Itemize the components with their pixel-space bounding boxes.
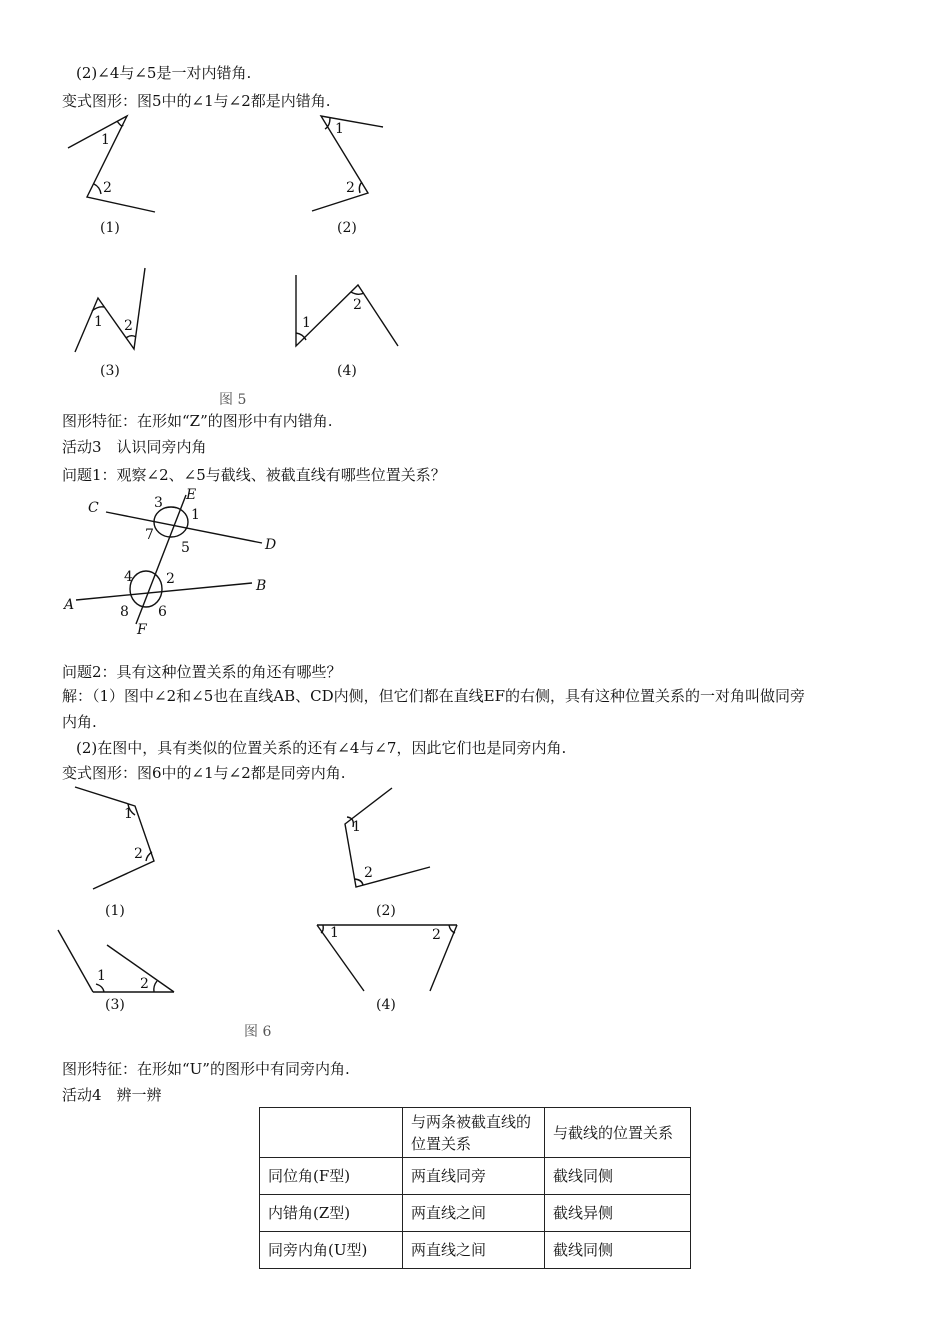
- table-cell: 同位角(F型): [260, 1158, 403, 1195]
- angle-label: 8: [120, 604, 129, 620]
- subfigure-label: (1): [105, 903, 125, 919]
- text-line: 图形特征：在形如“Z”的图形中有内错角.: [62, 412, 333, 430]
- subfigure-label: (3): [100, 363, 120, 379]
- table-cell: 两直线之间: [403, 1195, 545, 1232]
- section-heading: 活动4 辨一辨: [62, 1086, 162, 1104]
- table-cell: 两直线同旁: [403, 1158, 545, 1195]
- table-row: [260, 1232, 691, 1269]
- point-label-a: A: [64, 597, 75, 613]
- angle-label: 2: [432, 927, 441, 943]
- angle-label: 2: [140, 976, 149, 992]
- text-line: 变式图形：图6中的∠1与∠2都是同旁内角.: [62, 764, 346, 782]
- text-line: 图形特征：在形如“U”的图形中有同旁内角.: [62, 1060, 350, 1078]
- text-line: 变式图形：图5中的∠1与∠2都是内错角.: [62, 92, 331, 110]
- question-text: 问题2：具有这种位置关系的角还有哪些？: [62, 663, 342, 681]
- point-label-d: D: [265, 537, 277, 553]
- point-label-b: B: [256, 578, 267, 594]
- table-header-cell: [260, 1108, 403, 1158]
- angle-label: 3: [154, 495, 163, 511]
- angle-label: 1: [97, 968, 106, 984]
- subfigure-label: (2): [337, 220, 357, 236]
- angle-label: 2: [353, 297, 362, 313]
- table-cell: 截线同侧: [545, 1158, 691, 1195]
- angle-label: 1: [335, 121, 344, 137]
- question-text: 问题1：观察∠2、∠5与截线、被截直线有哪些位置关系？: [62, 466, 446, 484]
- table-row: [260, 1195, 691, 1232]
- table-header-cell: 与截线的位置关系: [545, 1108, 691, 1158]
- answer-text: (2)在图中，具有类似的位置关系的还有∠4与∠7，因此它们也是同旁内角.: [76, 739, 567, 757]
- answer-text: 解：（1）图中∠2和∠5也在直线AB、CD内侧，但它们都在直线EF的右侧，具有这种位置关系的一对角叫做同旁: [62, 687, 805, 705]
- point-label-f: F: [137, 622, 147, 638]
- angle-label: 6: [158, 604, 167, 620]
- angle-comparison-table: [259, 1107, 691, 1269]
- table-header-cell: 与两条被截直线的位置关系: [403, 1108, 545, 1158]
- table-cell: 同旁内角(U型): [260, 1232, 403, 1269]
- table-header-row: [260, 1108, 691, 1158]
- angle-label: 1: [101, 132, 110, 148]
- angle-label: 2: [124, 318, 133, 334]
- angle-label: 1: [302, 315, 311, 331]
- table-cell: 截线同侧: [545, 1232, 691, 1269]
- angle-label: 1: [124, 806, 133, 822]
- angle-label: 1: [330, 925, 339, 941]
- table-row: [260, 1158, 691, 1195]
- angle-label: 2: [134, 846, 143, 862]
- angle-label: 1: [94, 314, 103, 330]
- section-heading: 活动3 认识同旁内角: [62, 438, 207, 456]
- angle-label: 2: [103, 180, 112, 196]
- angle-label: 5: [181, 540, 190, 556]
- text-line: (2)∠4与∠5是一对内错角.: [76, 64, 252, 82]
- subfigure-label: (3): [105, 997, 125, 1013]
- angle-label: 2: [346, 180, 355, 196]
- table-cell: 截线异侧: [545, 1195, 691, 1232]
- figure-caption: 图 5: [219, 392, 247, 408]
- table-cell: 内错角(Z型): [260, 1195, 403, 1232]
- angle-label: 7: [145, 527, 154, 543]
- angle-label: 1: [191, 507, 200, 523]
- figure-caption: 图 6: [244, 1024, 272, 1040]
- point-label-c: C: [88, 500, 99, 516]
- subfigure-label: (2): [376, 903, 396, 919]
- subfigure-label: (4): [337, 363, 357, 379]
- point-label-e: E: [186, 487, 197, 503]
- answer-text: 内角.: [62, 713, 97, 731]
- subfigure-label: (4): [376, 997, 396, 1013]
- subfigure-label: (1): [100, 220, 120, 236]
- angle-label: 4: [124, 569, 133, 585]
- angle-label: 2: [166, 571, 175, 587]
- angle-label: 2: [364, 865, 373, 881]
- table-cell: 两直线之间: [403, 1232, 545, 1269]
- angle-label: 1: [352, 819, 361, 835]
